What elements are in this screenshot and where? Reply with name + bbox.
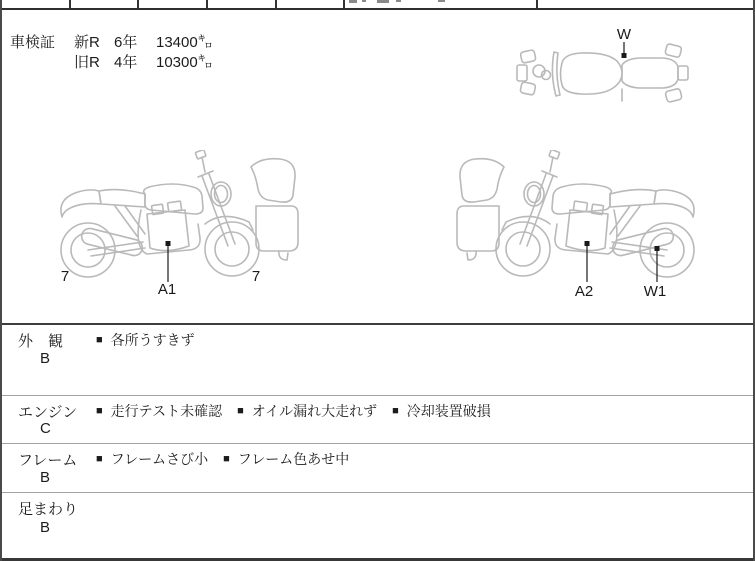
note-item: [223, 449, 349, 469]
top-table-border: [0, 8, 755, 10]
clipped-text-remnant: [362, 0, 366, 2]
clipped-text-remnant: [349, 0, 357, 3]
note-text: 走行テスト未確認: [110, 403, 223, 419]
marker-label-7-front: 7: [251, 268, 261, 285]
note-bullet-icon: ■: [223, 453, 230, 465]
grade-value: B: [40, 519, 51, 536]
marker-label-w: W: [616, 26, 632, 43]
section-title: 外 観: [18, 333, 64, 350]
shaken-label: 車検証: [10, 34, 56, 51]
marker-label-w1: W1: [643, 283, 667, 300]
note-bullet-icon: ■: [96, 334, 103, 346]
section-title: エンジン: [18, 404, 78, 421]
note-text: 冷却装置破損: [406, 403, 491, 419]
section-notes: [96, 449, 349, 469]
reg-year: 6年: [114, 34, 138, 51]
note-item: [392, 401, 491, 421]
mileage: 10300㌔: [156, 54, 213, 71]
bike-right-side-diagram: [455, 150, 700, 285]
mileage: 13400㌔: [156, 34, 213, 51]
clipped-text-remnant: [396, 0, 401, 2]
note-item: [96, 401, 222, 421]
reg-year: 4年: [114, 54, 138, 71]
marker-label-a1: A1: [157, 281, 177, 298]
shaken-row-old: [74, 51, 213, 71]
bike-top-view-diagram: [515, 42, 690, 104]
top-table-divider: [206, 0, 208, 9]
note-bullet-icon: ■: [96, 453, 103, 465]
section-frame: [2, 444, 753, 492]
top-table-divider: [343, 0, 345, 9]
note-item: [96, 449, 208, 469]
bike-left-side-diagram: [55, 150, 300, 285]
note-item: [96, 330, 195, 350]
reg-era: 旧R: [74, 54, 100, 71]
top-table-divider: [137, 0, 139, 9]
grade-value: B: [40, 350, 51, 367]
grade-value: C: [40, 420, 51, 437]
note-bullet-icon: ■: [96, 405, 103, 417]
note-text: フレームさび小: [110, 451, 209, 467]
top-table-divider: [536, 0, 538, 9]
section-title: フレーム: [18, 452, 78, 469]
clipped-text-remnant: [377, 0, 389, 3]
reg-era: 新R: [74, 34, 100, 51]
grade-value: B: [40, 469, 51, 486]
section-exterior: [2, 325, 753, 395]
shaken-table: [74, 31, 213, 71]
marker-label-a2: A2: [574, 283, 594, 300]
top-table-divider: [275, 0, 277, 9]
note-text: 各所うすきず: [110, 332, 195, 348]
top-table-divider: [69, 0, 71, 9]
note-text: オイル漏れ大走れず: [251, 403, 378, 419]
sheet-left-border: [0, 0, 2, 561]
marker-label-7-rear: 7: [60, 268, 70, 285]
section-notes: [96, 401, 491, 421]
section-undercarriage: [2, 493, 753, 558]
note-item: [237, 401, 377, 421]
shaken-row-new: [74, 31, 213, 51]
note-bullet-icon: ■: [237, 405, 244, 417]
clipped-text-remnant: [438, 0, 445, 2]
section-notes: [96, 330, 195, 350]
note-bullet-icon: ■: [392, 405, 399, 417]
note-text: フレーム色あせ中: [237, 451, 350, 467]
section-engine: [2, 396, 753, 443]
section-title: 足まわり: [18, 501, 79, 518]
